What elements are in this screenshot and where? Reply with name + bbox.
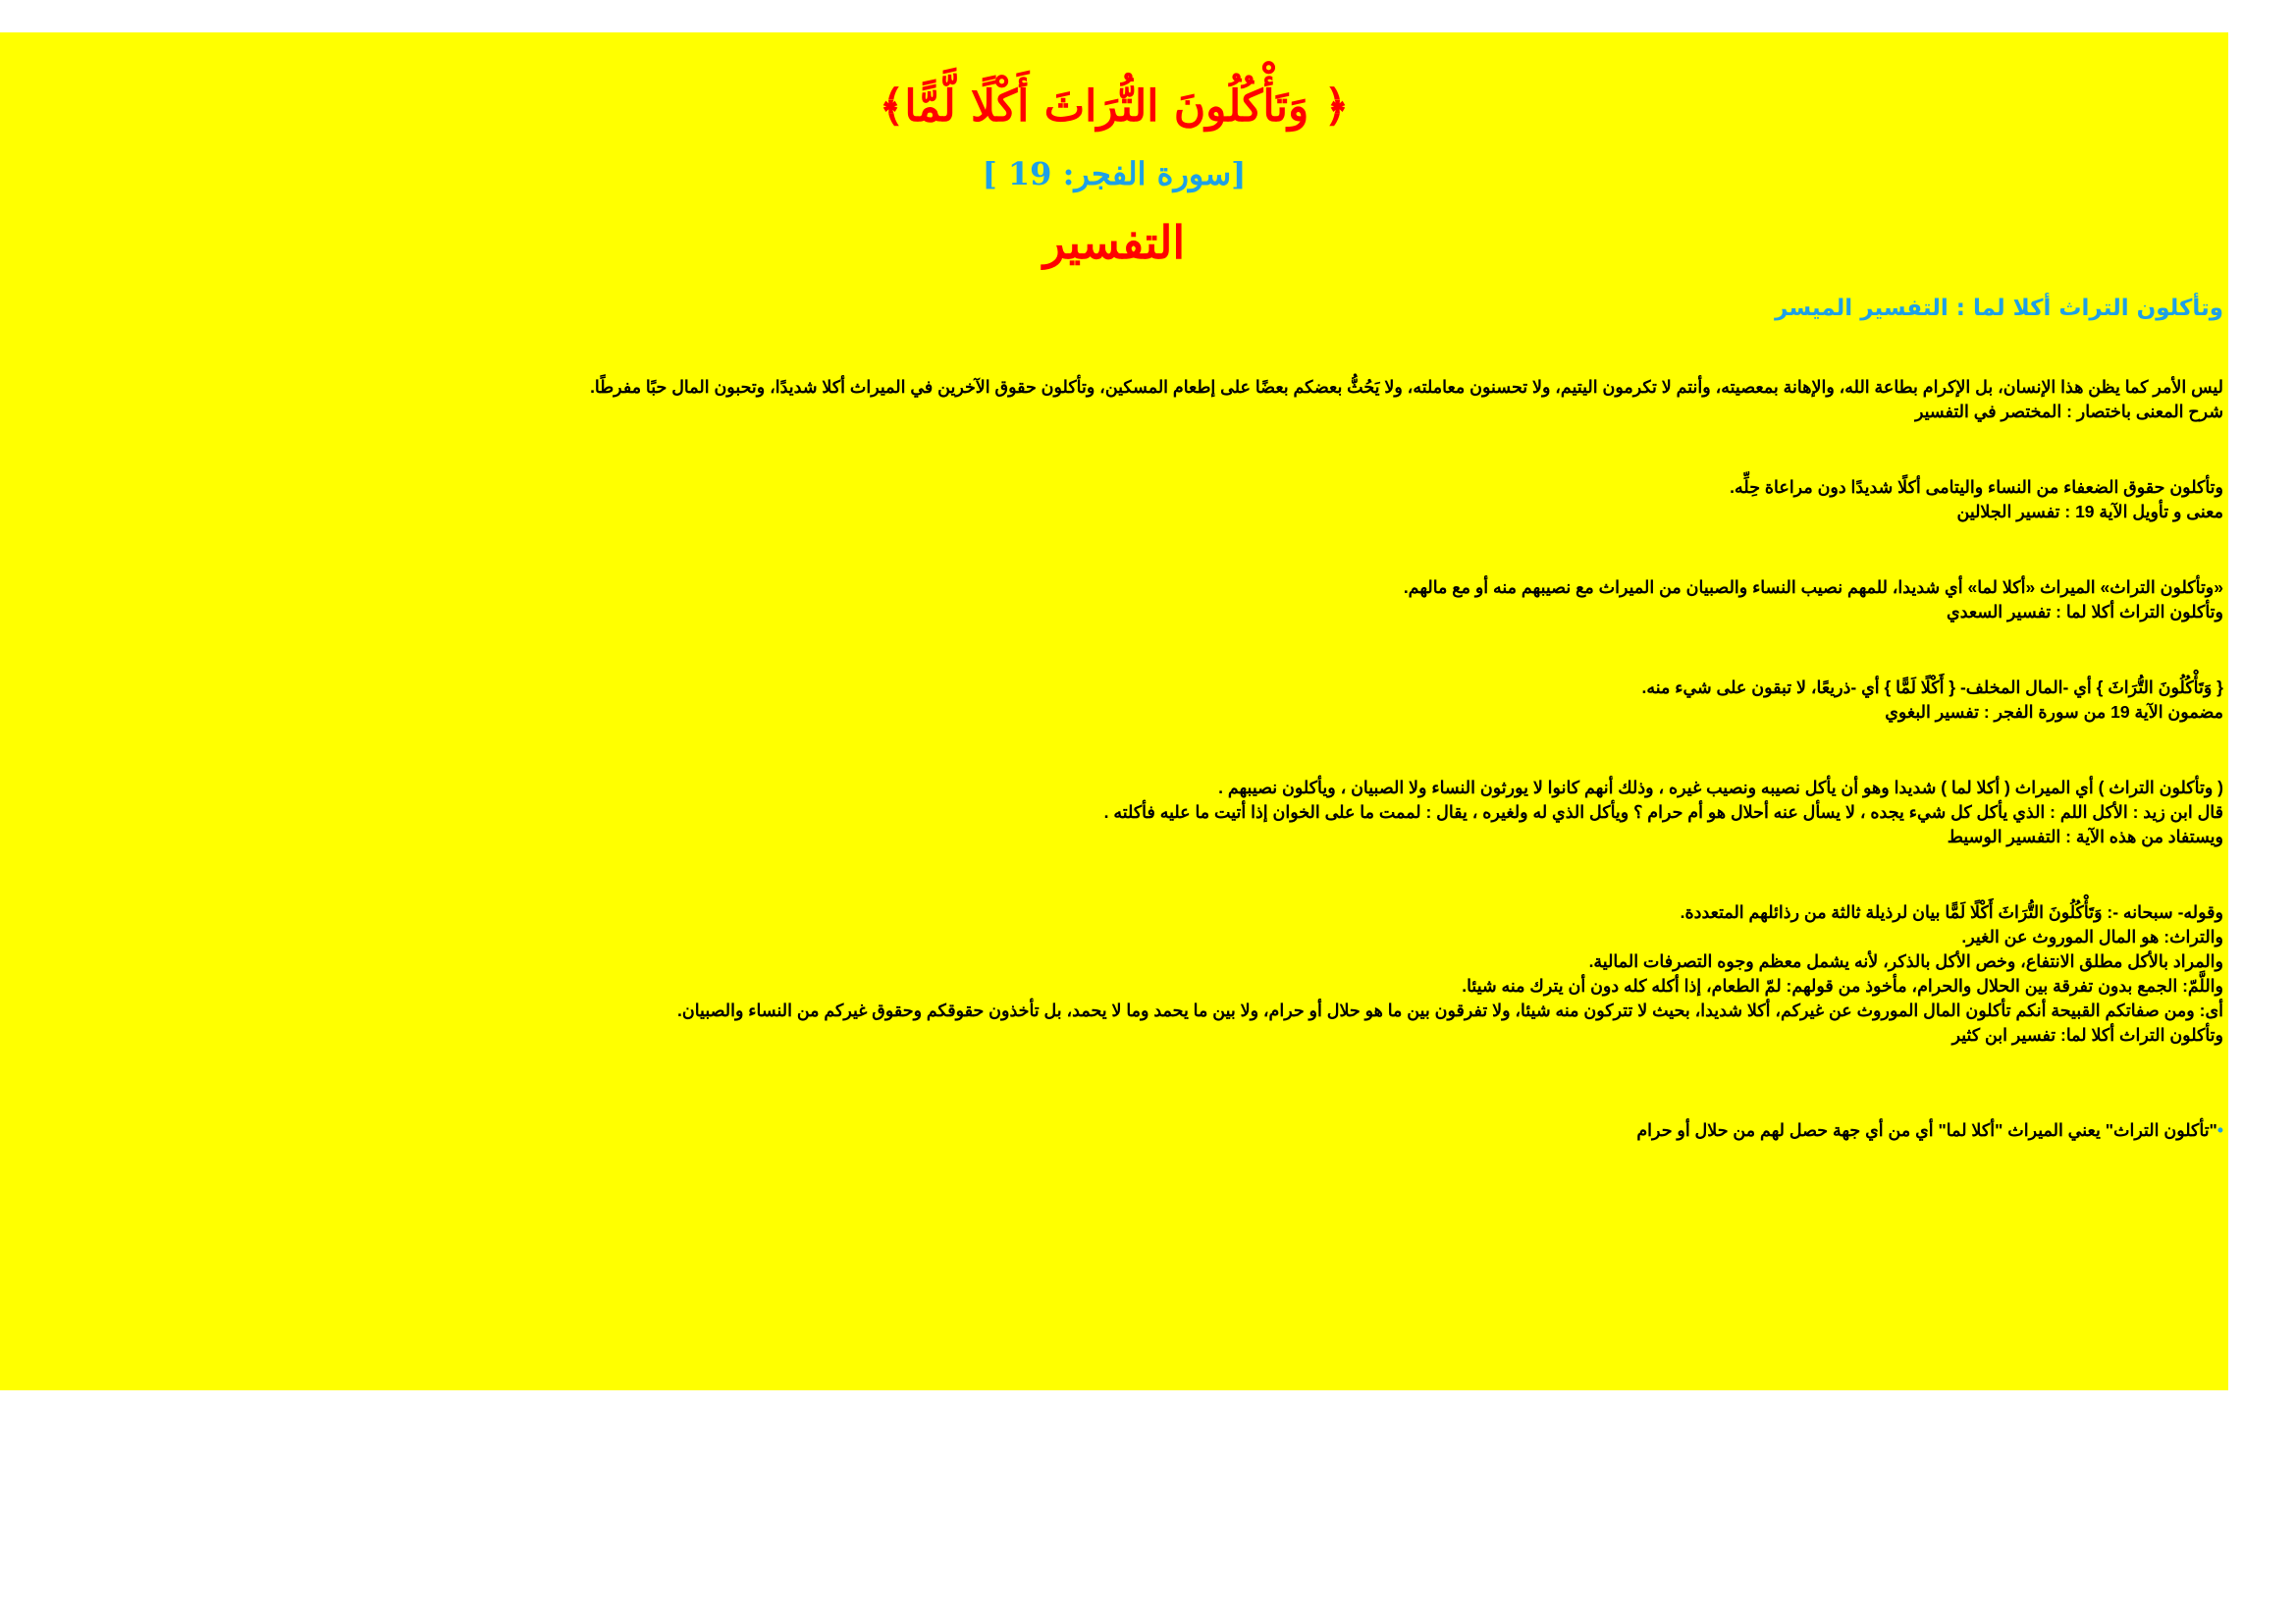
- closing-note-line: [123, 1118, 2223, 1143]
- tafsir-source-line: ويستفاد من هذه الآية : التفسير الوسيط: [1947, 827, 2223, 846]
- tafsir-text-line: واللَّمّ: الجمع بدون تفرقة بين الحلال والحرام، مأخوذ من قولهم: لمّ الطعام، إذا أكله كله دون أن يترك منه شيئا.: [1462, 976, 2223, 996]
- tafsir-text-line: ( وتأكلون التراث ) أي الميراث ( أكلا لما ) شديدا وهو أن يأكل نصيبه ونصيب غيره ، وذلك أنهم كانوا لا يورثون النساء ولا الصبيان ، ويأكلون نصيبهم .: [1218, 778, 2223, 797]
- closing-note-text: "تأكلون التراث" يعني الميراث "أكلا لما" أي من أي جهة حصل لهم من حلال أو حرام: [1636, 1120, 2217, 1140]
- tafsir-subtitle: وتأكلون التراث أكلا لما : التفسير الميسر: [1775, 296, 2223, 321]
- bullet-icon: •: [2216, 1120, 2223, 1140]
- tafsir-section-waseet: [123, 776, 2223, 849]
- verse-title: ﴿ وَتَأْكُلُونَ التُّرَاثَ أَكْلًا لَّمًّا﴾: [879, 81, 1350, 132]
- tafsir-section-baghawi: [123, 676, 2223, 725]
- tafsir-content: [123, 293, 2223, 1143]
- tafsir-source-line: شرح المعنى باختصار : المختصر في التفسير: [1914, 402, 2223, 421]
- tafsir-text-line: والتراث: هو المال الموروث عن الغير.: [1961, 927, 2223, 947]
- tafsir-heading: التفسير: [1042, 216, 1186, 269]
- tafsir-text-line: { وَتَأْكُلُونَ التُّرَاثَ } أي -المال المخلف- { أَكْلًا لَمًّا } أي -ذريعًا، لا تبقون على شيء منه.: [1641, 677, 2223, 697]
- tafsir-text-line: ليس الأمر كما يظن هذا الإنسان، بل الإكرام بطاعة الله، والإهانة بمعصيته، وأنتم لا تكرمون اليتيم، ولا تحسنون معاملته، ولا يَحُثُّ بعضكم بعضًا على إطعام المسكين، وتأكلون حقوق الآخرين في الميراث أكلا شديدًا، وتحبون المال حبًا مفرطًا.: [590, 377, 2223, 397]
- tafsir-text-line: «وتأكلون التراث» الميراث «أكلا لما» أي شديدا، للمهم نصيب النساء والصبيان من الميراث مع نصيبهم منه أو مع مالهم.: [1403, 577, 2223, 597]
- tafsir-text-line: وتأكلون حقوق الضعفاء من النساء واليتامى أكلًا شديدًا دون مراعاة حِلِّه.: [1730, 477, 2223, 497]
- tafsir-section-jalalayn: [123, 475, 2223, 524]
- tafsir-text-line: وقوله- سبحانه -: وَتَأْكُلُونَ التُّرَاثَ أَكْلًا لَمًّا بيان لرذيلة ثالثة من رذائلهم المتعددة.: [1680, 902, 2223, 922]
- tafsir-text-line: أى: ومن صفاتكم القبيحة أنكم تأكلون المال الموروث عن غيركم، أكلا شديدا، بحيث لا تتركون منه شيئا، ولا تفرقون بين ما هو حلال أو حرام، ولا بين ما يحمد وما لا يحمد، بل تأخذون حقوقكم وحقوق غيركم من النساء والصبيان.: [677, 1001, 2223, 1020]
- tafsir-source-line: مضمون الآية 19 من سورة الفجر : تفسير البغوي: [1885, 702, 2223, 722]
- tafsir-section-mukhtasar: [123, 375, 2223, 424]
- tafsir-source-line: معنى و تأويل الآية 19 : تفسير الجلالين: [1956, 502, 2223, 521]
- surah-reference: [ سورة الفجر: 19]: [982, 155, 1247, 192]
- tafsir-section-saadi: [123, 575, 2223, 624]
- tafsir-text-line: قال ابن زيد : الأكل اللم : الذي يأكل كل شيء يجده ، لا يسأل عنه أحلال هو أم حرام ؟ ويأكل الذي له ولغيره ، يقال : لممت ما على الخوان إذا أتيت ما عليه فأكلته .: [1103, 802, 2223, 822]
- tafsir-text-line: والمراد بالأكل مطلق الانتفاع، وخص الأكل بالذكر، لأنه يشمل معظم وجوه التصرفات المالية.: [1588, 951, 2223, 971]
- tafsir-source-line: وتأكلون التراث أكلا لما : تفسير السعدي: [1947, 602, 2223, 622]
- tafsir-source-line: وتأكلون التراث أكلا لما: تفسير ابن كثير: [1951, 1025, 2223, 1045]
- tafsir-section-ibn-kathir: [123, 900, 2223, 1048]
- closing-note: [123, 1118, 2223, 1143]
